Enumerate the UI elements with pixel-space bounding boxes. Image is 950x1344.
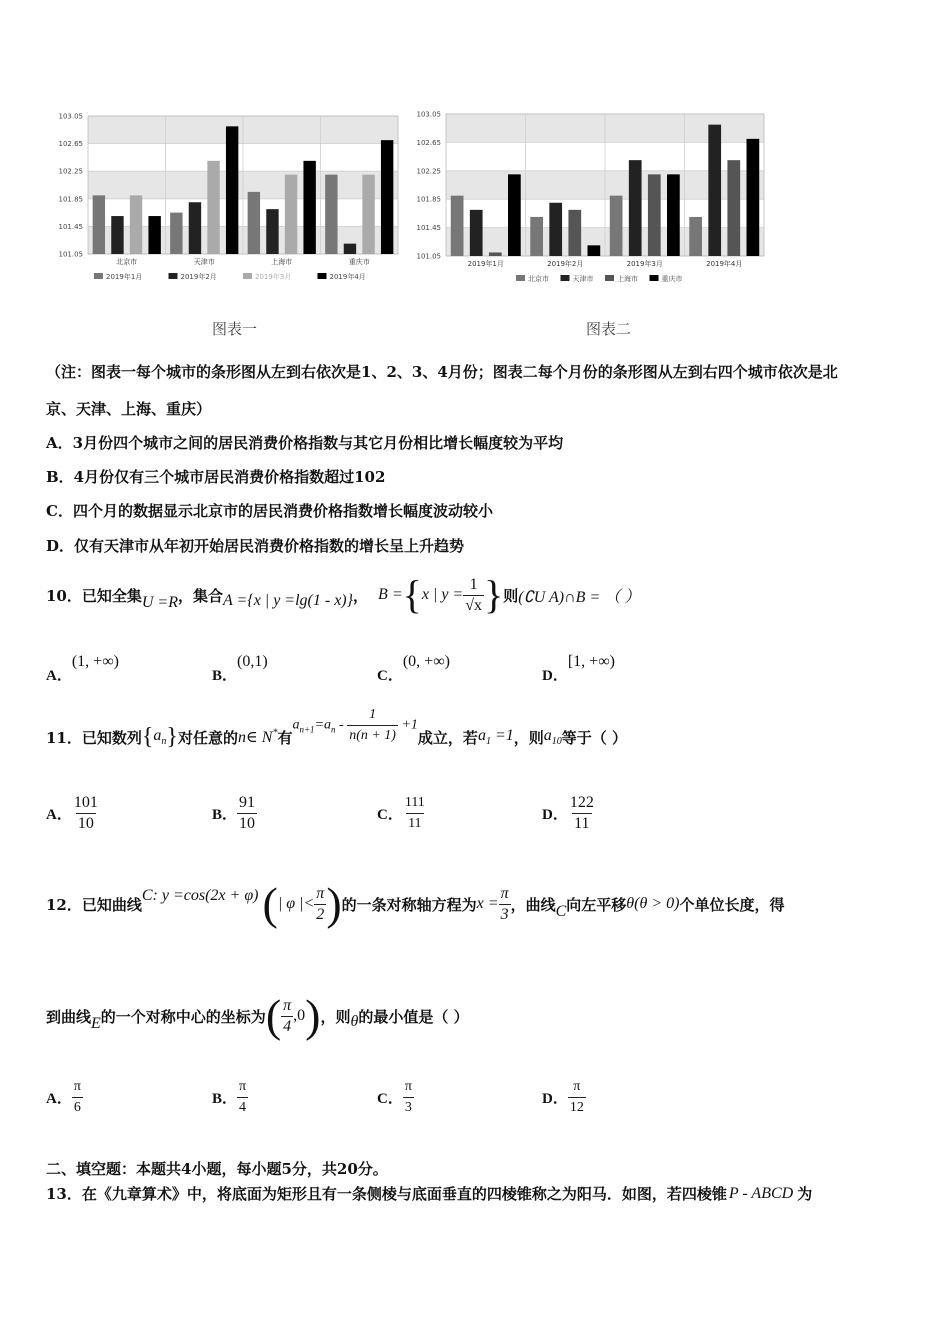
legend-swatch [516,275,525,281]
legend-label: 2019年1月 [106,273,143,281]
q10-ze: 则 [503,586,519,605]
legend-label: 2019年2月 [180,273,217,281]
chart-1 [50,108,400,288]
q12-axis-left: x = [476,895,499,912]
q9-option-a: A．3月份四个城市之间的居民消费价格指数与其它月份相比增长幅度较为平均 [46,434,564,452]
x-tick-label: 2019年4月 [706,260,743,268]
q13-stem [46,1183,812,1204]
legend-swatch [243,273,252,279]
legend-swatch [169,273,178,279]
q12-option-d-label: D． [542,1091,568,1107]
bar-2019年4月-上海市 [303,161,315,254]
legend-label: 2019年3月 [255,273,292,281]
q11-you: 有 [277,728,293,747]
bar-重庆市-2019年4月 [747,139,760,256]
y-tick-label: 101.45 [58,222,83,231]
x-tick-label: 北京市 [116,258,138,266]
q12-prefix: 12．已知曲线 [46,895,142,914]
legend-label: 北京市 [528,275,549,283]
q10-option-d-value: [1, +∞) [567,653,615,670]
q12-center-rest: ,0 [293,1007,306,1024]
bar-2019年3月-上海市 [285,175,297,254]
x-tick-label: 2019年3月 [626,260,663,268]
q12-option-b-frac: $\frac{\pi}{4}$ [237,1077,248,1118]
bar-2019年4月-重庆市 [381,140,393,254]
q12-theta2: θ [350,1013,359,1030]
q11-options [46,793,746,853]
bar-重庆市-2019年1月 [508,174,521,256]
x-tick-label: 天津市 [193,258,215,266]
legend-swatch [561,275,570,281]
chart-note-line1: （注：图表一每个城市的条形图从左到右依次是1、2、3、4月份；图表二每个月份的条形图从左到右四个城市依次是北 [46,363,838,381]
q12-curve-c: C [555,903,567,920]
q11-cheng: 成立，若 [417,728,478,747]
q12-option-c-label: C． [377,1091,403,1107]
q11-a10: $a_{10}$ [543,726,562,748]
bar-天津市-2019年4月 [708,125,721,256]
q12-cond-left: | φ |< [277,895,315,912]
q11-a1: $a_1 =1$ [477,726,514,748]
q12-cond-frac: $\frac{\pi}{2}$ [316,884,325,923]
q12-center-paren-left: ( [265,990,282,1041]
q11-prefix: 11．已知数列 [46,728,142,747]
q12-line2-mid: 的一个对称中心的坐标为 [100,1007,266,1026]
q12-stem-line2 [46,988,469,1044]
q12-line2-end: 的最小值是（ ） [358,1007,469,1026]
q11-brace-left: { [141,723,154,750]
q10-option-b-label: B． [212,668,238,684]
y-tick-label: 102.65 [416,138,441,147]
q10-option-a-value: (1, +∞) [71,653,119,670]
q12-curve-e: E [91,1015,101,1032]
q10-set-a: A ={x | y =lg(1 - x)} [223,592,354,609]
bar-2019年2月-上海市 [266,209,278,254]
q11-rec-frac: $\frac{1}{n(n + 1)}$ [347,705,398,746]
chart-2-caption: 图表二 [586,320,632,338]
section-2-heading: 二、填空题：本题共4小题，每小题5分，共20分。 [46,1160,388,1178]
bar-2019年2月-北京市 [111,216,123,254]
legend-label: 2019年4月 [329,273,366,281]
q11-option-a-frac: $\frac{101}{10}$ [73,794,98,832]
q10-option-a-label: A． [46,668,72,684]
bar-北京市-2019年1月 [451,196,464,256]
q10-options [46,650,746,690]
y-tick-label: 103.05 [58,112,83,121]
legend-swatch [94,273,103,279]
q10-option-d-label: D． [542,668,568,684]
bar-天津市-2019年1月 [470,210,483,256]
bar-上海市-2019年2月 [568,210,581,256]
q13-math: P - ABCD [728,1184,794,1202]
q10-prefix: 10．已知全集 [46,586,142,605]
y-tick-label: 101.05 [58,250,83,259]
q12-mid1: 的一条对称轴方程为 [341,895,477,914]
q11-stem [46,706,627,762]
q10-stem [46,570,640,620]
chart-note-line2: 京、天津、上海、重庆） [46,400,212,418]
q10-brace-left: { [402,572,422,617]
q12-mid2: ，曲线 [510,895,556,914]
x-tick-label: 重庆市 [348,258,370,266]
q11-option-a-label: A． [46,807,72,823]
q9-option-c: C．四个月的数据显示北京市的居民消费价格指数增长幅度波动较小 [46,502,493,520]
bar-重庆市-2019年3月 [667,174,680,256]
q10-frac-num: 1 [469,575,478,593]
q10-option-c-value: (0, +∞) [402,653,450,670]
q10-option-b-value: (0,1) [237,653,268,670]
y-tick-label: 102.25 [416,167,441,176]
q12-center-paren-right: ) [305,990,321,1041]
q12-mid4: 个单位长度，得 [679,895,785,914]
q11-option-d-label: D． [542,807,568,823]
bar-上海市-2019年4月 [727,160,740,256]
bar-2019年2月-天津市 [189,202,201,254]
q12-option-a-label: A． [46,1091,72,1107]
q12-options [46,1077,746,1127]
q12-curve: C: y =cos(2x + φ) [141,887,259,904]
q10-expr: (∁U A)∩B = （ ） [518,588,641,606]
q11-mid1: 对任意的 [177,728,238,747]
q10-set-b-x: x | y = [421,586,464,603]
legend-label: 上海市 [617,275,638,283]
bar-重庆市-2019年2月 [588,245,601,256]
q11-recurrence: $a_{n+1}=a_n$ - $\frac{1}{n(n + 1)}$ +1 [292,705,417,746]
q10-brace-right: } [484,572,504,617]
q11-brace-right: } [166,723,178,750]
chart-2 [412,106,772,291]
q13-end: 为 [797,1185,813,1203]
chart-1-caption: 图表一 [212,320,258,338]
bar-2019年1月-天津市 [170,213,182,254]
q12-theta: θ(θ > 0) [626,895,680,912]
q10-set-b-left: B = [378,586,403,603]
bar-2019年3月-重庆市 [362,175,374,254]
bar-北京市-2019年3月 [610,196,623,256]
y-tick-label: 101.85 [416,195,441,204]
q12-option-a-frac: $\frac{\pi}{6}$ [72,1077,83,1118]
bar-天津市-2019年3月 [629,160,642,256]
q12-stem-line1 [46,876,784,932]
bar-2019年3月-北京市 [130,195,142,254]
q12-option-d-frac: $\frac{\pi}{12}$ [568,1077,586,1118]
y-tick-label: 102.65 [58,140,83,149]
bar-上海市-2019年3月 [648,174,661,256]
bar-2019年1月-北京市 [93,195,105,254]
q12-option-b-label: B． [212,1091,238,1107]
q9-option-b: B．4月份仅有三个城市居民消费价格指数超过102 [46,468,386,486]
q10-universal-set: U =R [141,594,178,611]
q10-mid1: ，集合 [178,586,224,605]
q12-axis-frac: $\frac{\pi}{3}$ [500,884,509,923]
bar-天津市-2019年2月 [549,203,562,256]
q10-frac-den: √x [465,596,483,614]
q11-option-d-frac: $\frac{122}{11}$ [569,794,594,832]
y-tick-label: 101.05 [416,252,441,261]
q12-mid3: 向左平移 [566,895,627,914]
bar-2019年4月-北京市 [148,216,160,254]
x-tick-label: 2019年2月 [547,260,584,268]
q11-end: 等于（ ） [561,728,627,747]
q11-ze: ，则 [513,728,544,747]
bar-2019年1月-上海市 [248,192,260,254]
q11-nset: n∈ N* [237,727,278,746]
q12-paren-left: ( [262,878,278,929]
y-tick-label: 102.25 [58,167,83,176]
q12-line2-ze: ，则 [320,1007,351,1026]
bar-北京市-2019年4月 [689,217,702,256]
q12-option-c-frac: $\frac{\pi}{3}$ [403,1077,414,1118]
q11-option-c-frac: $\frac{111}{11}$ [403,793,427,834]
bar-2019年1月-重庆市 [325,175,337,254]
q12-center-frac: $\frac{\pi}{4}$ [283,996,292,1035]
legend-label: 天津市 [572,275,594,283]
q10-comma: ， [353,586,369,605]
bar-上海市-2019年1月 [489,252,502,256]
bar-2019年2月-重庆市 [344,244,356,254]
q9-option-d: D．仅有天津市从年初开始居民消费价格指数的增长呈上升趋势 [46,537,465,555]
legend-swatch [650,275,659,281]
y-tick-label: 101.45 [416,224,441,233]
q12-line2-prefix: 到曲线 [46,1007,92,1026]
q10-option-c-label: C． [377,668,403,684]
bar-北京市-2019年2月 [530,217,543,256]
x-tick-label: 2019年1月 [467,260,504,268]
bar-2019年3月-天津市 [207,161,219,254]
q13-text: 13．在《九章算术》中，将底面为矩形且有一条侧棱与底面垂直的四棱锥称之为阳马．如图，若四棱锥 [46,1185,727,1203]
y-tick-label: 103.05 [416,110,441,119]
legend-swatch [605,275,614,281]
legend-swatch [318,273,327,279]
q11-option-c-label: C． [377,807,403,823]
q12-paren-right: ) [326,878,342,929]
q10-set-b-frac [463,575,484,616]
q11-seq: $a_n$ [153,726,167,748]
q11-option-b-frac: $\frac{91}{10}$ [239,794,256,832]
x-tick-label: 上海市 [271,258,293,266]
y-tick-label: 101.85 [58,195,83,204]
legend-label: 重庆市 [661,275,683,283]
bar-2019年4月-天津市 [226,126,238,254]
q11-option-b-label: B． [212,807,238,823]
